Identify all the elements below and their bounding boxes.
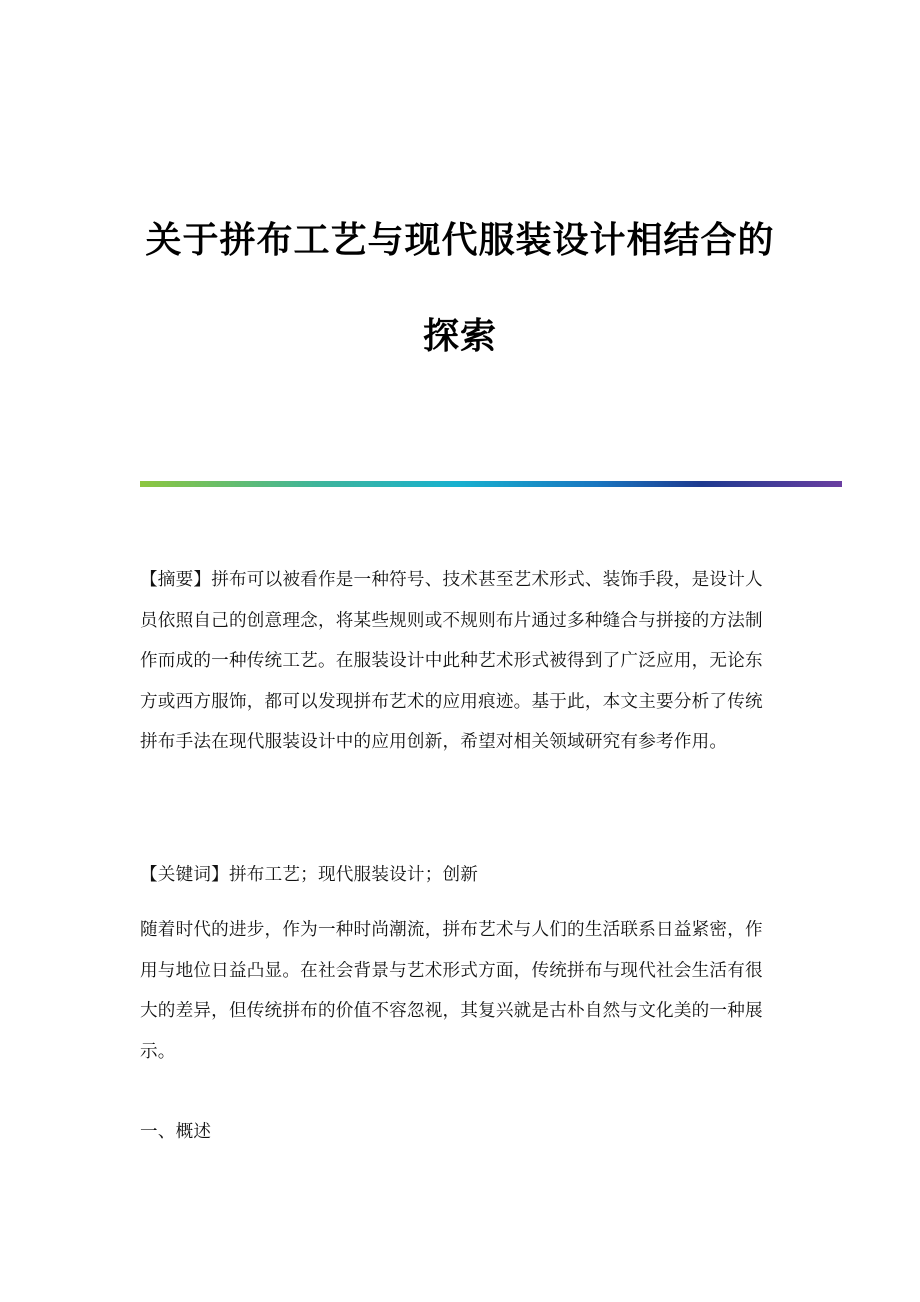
- document-title-line-2: 探索: [422, 315, 497, 357]
- intro-text: 随着时代的进步，作为一种时尚潮流，拼布艺术与人们的生活联系日益紧密，作用与地位日益凸显。在社会背景与艺术形式方面，传统拼布与现代社会生活有很大的差异，但传统拼布的价值不容忽视，其复兴就是古朴自然与文化美的一种展示。: [140, 920, 763, 1062]
- title-divider: [140, 481, 842, 487]
- keywords-paragraph: [140, 855, 780, 896]
- section-heading-text: 一、概述: [140, 1122, 212, 1142]
- keywords-label: 【关键词】: [140, 865, 229, 885]
- section-heading: [140, 1112, 780, 1153]
- abstract-text: 拼布可以被看作是一种符号、技术甚至艺术形式、装饰手段，是设计人员依照自己的创意理念，将某些规则或不规则布片通过多种缝合与拼接的方法制作而成的一种传统工艺。在服装设计中此种艺术形式被得到了广泛应用，无论东方或西方服饰，都可以发现拼布艺术的应用痕迹。基于此，本文主要分析了传统拼布手法在现代服装设计中的应用创新，希望对相关领域研究有参考作用。: [140, 570, 763, 753]
- abstract-label: 【摘要】: [140, 570, 212, 590]
- document-title-line-1: 关于拼布工艺与现代服装设计相结合的: [145, 219, 775, 261]
- abstract-paragraph: [140, 560, 780, 763]
- keywords-text: 拼布工艺；现代服装设计；创新: [228, 865, 479, 885]
- intro-paragraph: [140, 910, 780, 1072]
